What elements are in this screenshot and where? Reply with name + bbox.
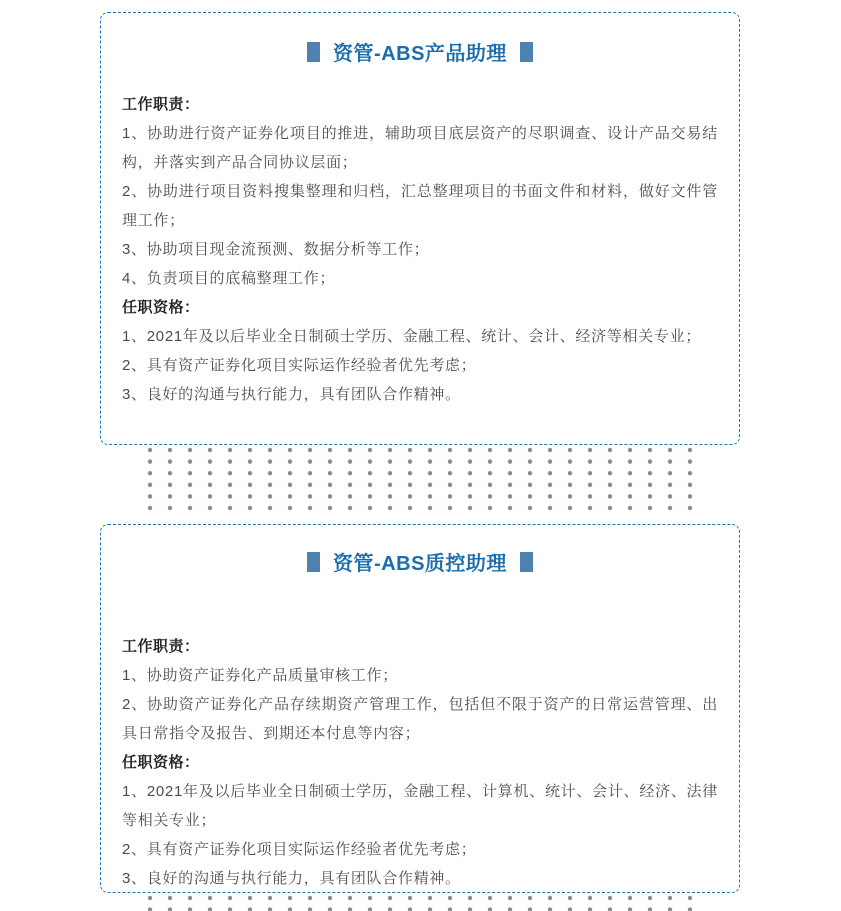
qualification-item: 2、具有资产证券化项目实际运作经验者优先考虑； [122,841,477,858]
dot-grid-divider-bottom [140,895,700,911]
responsibility-item: 4、负责项目的底稿整理工作； [122,270,336,287]
responsibility-item: 2、协助进行项目资料搜集整理和归档，汇总整理项目的书面文件和材料，做好文件管理工作； [122,183,718,229]
qualification-item: 1、2021年及以后毕业全日制硕士学历，金融工程、计算机、统计、会计、经济、法律等相关专业； [122,783,718,829]
job-title-text: 资管-ABS产品助理 [333,43,507,65]
responsibility-item: 2、协助资产证券化产品存续期资产管理工作，包括但不限于资产的日常运营管理、出具日常指令及报告、到期还本付息等内容； [122,696,718,742]
title-block-left-icon [307,42,320,62]
section-heading-responsibilities: 工作职责： [122,638,200,655]
title-block-right-icon [520,552,533,572]
card-title [101,37,739,66]
section-heading-qualifications: 任职资格： [122,754,200,771]
responsibility-item: 1、协助进行资产证券化项目的推进，辅助项目底层资产的尽职调查、设计产品交易结构，并落实到产品合同协议层面； [122,125,718,171]
responsibility-item: 3、协助项目现金流预测、数据分析等工作； [122,241,430,258]
qualification-item: 3、良好的沟通与执行能力，具有团队合作精神。 [122,386,461,403]
dot-grid-divider [140,447,700,515]
qualification-item: 2、具有资产证券化项目实际运作经验者优先考虑； [122,357,477,374]
section-heading-qualifications: 任职资格： [122,299,200,316]
responsibility-item: 1、协助资产证券化产品质量审核工作； [122,667,398,684]
job-title-text: 资管-ABS质控助理 [333,553,507,575]
title-block-left-icon [307,552,320,572]
qualification-item: 3、良好的沟通与执行能力，具有团队合作精神。 [122,870,461,887]
card-body [122,632,718,893]
qualification-item: 1、2021年及以后毕业全日制硕士学历、金融工程、统计、会计、经济等相关专业； [122,328,702,345]
title-block-right-icon [520,42,533,62]
job-card-abs-quality-control-assistant [100,524,740,893]
card-title [101,547,739,576]
job-card-abs-product-assistant [100,12,740,445]
card-body [122,90,718,409]
section-heading-responsibilities: 工作职责： [122,96,200,113]
